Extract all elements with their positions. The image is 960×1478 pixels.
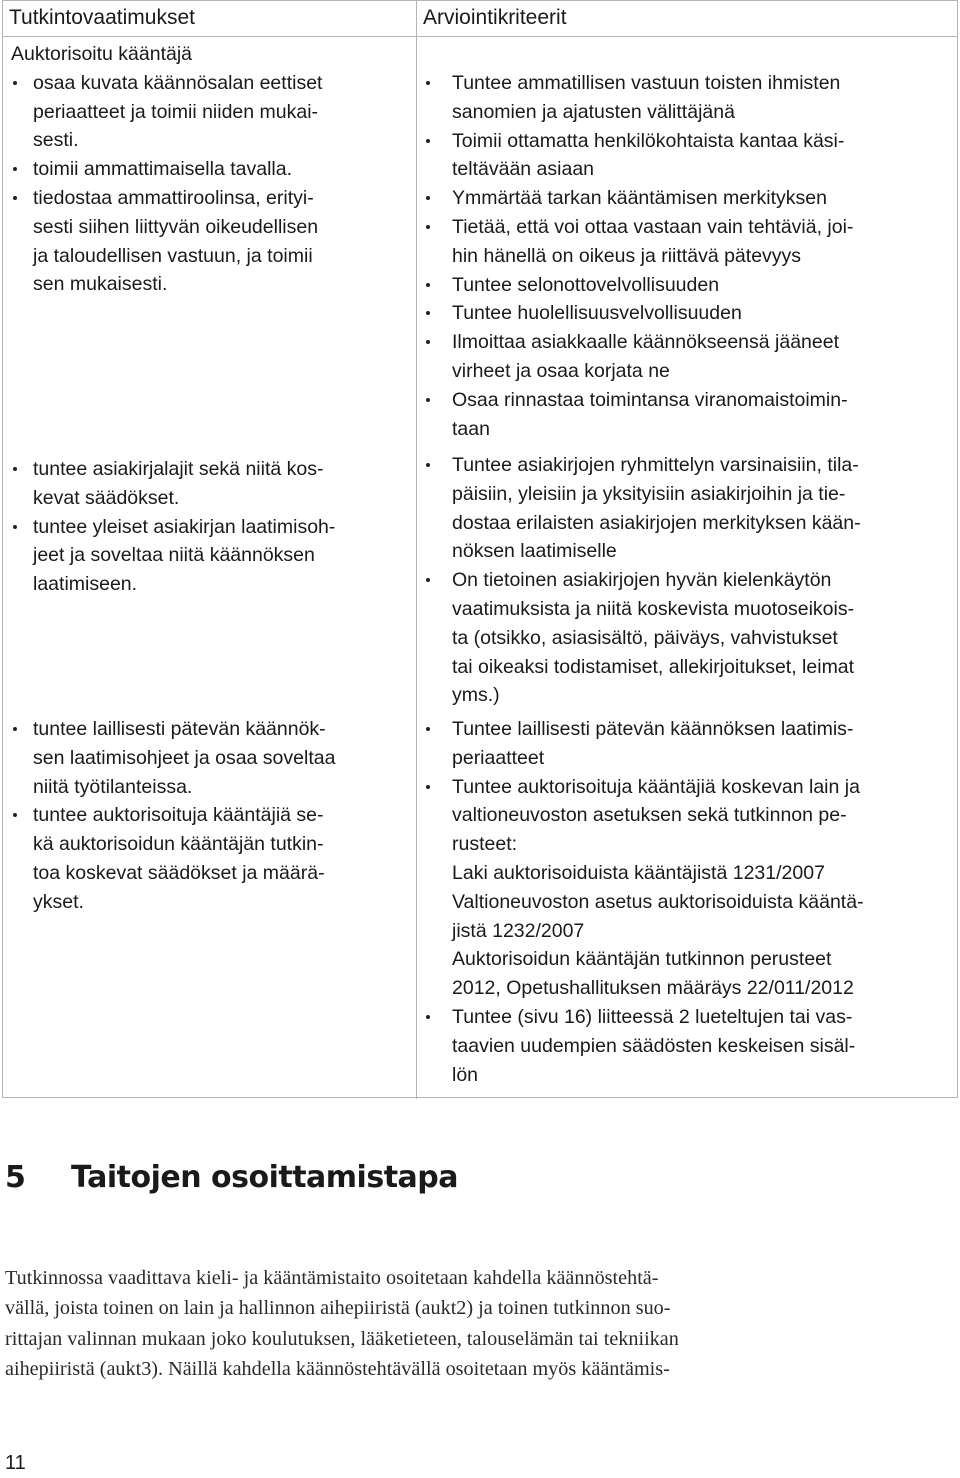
- criteria-table: [2, 0, 958, 1098]
- section-title: Taitojen osoittamistapa: [71, 1160, 458, 1195]
- criterion-item-line: Tuntee auktorisoituja kääntäjiä koskevan lain ja: [452, 775, 860, 798]
- criterion-item-line: Ymmärtää tarkan kääntämisen merkityksen: [452, 187, 827, 210]
- requirement-item: [11, 69, 322, 155]
- criterion-item-line: Tuntee (sivu 16) liitteessä 2 lueteltujen tai vas-: [452, 1005, 853, 1028]
- requirements-subhead: Auktorisoitu kääntäjä: [11, 43, 193, 65]
- requirement-item-line: osaa kuvata käännösalan eettiset: [33, 71, 323, 94]
- criterion-item-line: Toimii ottamatta henkilökohtaista kantaa käsi-: [452, 129, 845, 152]
- requirements-group-1: [11, 40, 322, 299]
- requirement-item-line: tuntee auktorisoituja kääntäjiä se-: [33, 804, 324, 827]
- criterion-item: [423, 451, 861, 566]
- requirement-item-line: sesti.: [33, 129, 79, 152]
- criterion-item-line: Tietää, että voi ottaa vastaan vain tehtäviä, joi-: [452, 215, 854, 238]
- criterion-item: [423, 299, 853, 328]
- criterion-item-line: On tietoinen asiakirjojen hyvän kielenkäytön: [452, 569, 832, 592]
- criterion-item-line: päisiin, yleisiin ja yksityisiin asiakirjoihin ja tie-: [452, 482, 846, 505]
- header-divider: [3, 36, 957, 37]
- requirement-item-line: kevat säädökset.: [33, 486, 180, 509]
- criterion-item-line: yms.): [452, 684, 500, 707]
- criterion-item: [423, 773, 864, 1003]
- criterion-item: [423, 1003, 864, 1089]
- criterion-item-line: periaatteet: [452, 746, 545, 769]
- requirement-item: [11, 513, 335, 599]
- criterion-item-line: 2012, Opetushallituksen määräys 22/011/2012: [452, 977, 854, 1000]
- header-criteria: Arviointikriteerit: [423, 6, 567, 29]
- requirement-item-line: sen laatimisohjeet ja osaa soveltaa: [33, 746, 336, 769]
- body-line: aihepiiristä (aukt3). Näillä kahdella käännöstehtävällä osoitetaan myös kääntämis-: [5, 1357, 670, 1380]
- requirement-item: [11, 801, 335, 916]
- criterion-item-line: Tuntee laillisesti pätevän käännöksen laatimis-: [452, 718, 854, 740]
- requirement-item-line: ykset.: [33, 890, 84, 913]
- requirement-item-line: tuntee laillisesti pätevän käännök-: [33, 718, 326, 740]
- criterion-item: [423, 715, 864, 773]
- criterion-item-line: taan: [452, 417, 490, 440]
- requirements-group-3: [11, 715, 335, 917]
- criterion-item-line: jistä 1232/2007: [452, 919, 585, 942]
- requirement-item-line: niitä työtilanteissa.: [33, 775, 193, 798]
- criterion-item-line: Tuntee asiakirjojen ryhmittelyn varsinaisiin, tila-: [452, 454, 859, 476]
- requirements-group-2: [11, 455, 335, 599]
- criteria-group-3: [423, 715, 864, 1089]
- criterion-item-line: nöksen laatimiselle: [452, 540, 617, 563]
- criterion-item-line: taavien uudempien säädösten keskeisen sisäl-: [452, 1034, 856, 1057]
- requirement-item-line: jeet ja soveltaa niitä käännöksen: [33, 544, 315, 567]
- criterion-item: [423, 328, 853, 386]
- header-requirements: Tutkintovaatimukset: [9, 6, 195, 29]
- requirement-item-line: tuntee yleiset asiakirjan laatimisoh-: [33, 515, 336, 538]
- requirements-list-1: [11, 69, 322, 299]
- criterion-item-line: valtioneuvoston asetuksen sekä tutkinnon pe-: [452, 804, 847, 827]
- section-body-text: [5, 1263, 845, 1384]
- requirement-item: [11, 155, 322, 184]
- criterion-item: [423, 271, 853, 300]
- criterion-item-line: teltävään asiaan: [452, 158, 595, 181]
- criterion-item-line: Tuntee ammatillisen vastuun toisten ihmisten: [452, 72, 841, 94]
- criterion-item-line: Tuntee selonottovelvollisuuden: [452, 273, 720, 296]
- requirement-item: [11, 184, 322, 299]
- criterion-item-line: lön: [452, 1063, 479, 1086]
- criteria-list-2: [423, 451, 861, 710]
- column-divider: [416, 1, 417, 1099]
- requirement-item: [11, 715, 335, 801]
- criterion-item-line: sanomien ja ajatusten välittäjänä: [452, 100, 735, 123]
- requirement-item-line: toa koskevat säädökset ja määrä-: [33, 861, 325, 884]
- requirement-item-line: ja taloudellisen vastuun, ja toimii: [33, 244, 313, 267]
- criterion-item-line: vaatimuksista ja niitä koskevista muotoseikois-: [452, 597, 855, 620]
- criteria-list-3: [423, 715, 864, 1089]
- requirements-list-3: [11, 715, 335, 917]
- criterion-item: [423, 213, 853, 271]
- requirement-item-line: tuntee asiakirjalajit sekä niitä kos-: [33, 458, 324, 480]
- criterion-item-line: hin hänellä on oikeus ja riittävä pätevyys: [452, 244, 802, 267]
- criterion-item-line: Laki auktorisoiduista kääntäjistä 1231/2007: [452, 861, 825, 884]
- requirement-item-line: tiedostaa ammattiroolinsa, erityi-: [33, 186, 314, 209]
- section-number: 5: [5, 1160, 26, 1195]
- criterion-item-line: Tuntee huolellisuusvelvollisuuden: [452, 302, 742, 325]
- criterion-item-line: Osaa rinnastaa toimintansa viranomaistoimin-: [452, 388, 848, 411]
- body-line: Tutkinnossa vaadittava kieli- ja kääntämistaito osoitetaan kahdella käännöstehtä-: [5, 1267, 659, 1289]
- criterion-item: [423, 127, 853, 185]
- section-heading: [5, 1160, 458, 1195]
- criteria-group-2: [423, 451, 861, 710]
- criterion-item-line: Auktorisoidun kääntäjän tutkinnon perusteet: [452, 948, 832, 971]
- requirement-item-line: periaatteet ja toimii niiden mukai-: [33, 100, 319, 123]
- criterion-item-line: dostaa erilaisten asiakirjojen merkityksen kään-: [452, 511, 861, 534]
- requirement-item-line: sesti siihen liittyvän oikeudellisen: [33, 215, 319, 238]
- requirement-item-line: toimii ammattimaisella tavalla.: [33, 158, 292, 181]
- criterion-item-line: rusteet:: [452, 833, 518, 856]
- criterion-item: [423, 184, 853, 213]
- criterion-item-line: tai oikeaksi todistamiset, allekirjoitukset, leimat: [452, 655, 855, 678]
- criterion-item-line: ta (otsikko, asiasisältö, päiväys, vahvistukset: [452, 626, 838, 649]
- requirements-list-2: [11, 455, 335, 599]
- requirement-item-line: sen mukaisesti.: [33, 273, 168, 296]
- criterion-item-line: Ilmoittaa asiakkaalle käännökseensä jääneet: [452, 331, 840, 354]
- criterion-item-line: Valtioneuvoston asetus auktorisoiduista kääntä-: [452, 890, 864, 913]
- requirement-item-line: kä auktorisoidun kääntäjän tutkin-: [33, 833, 324, 856]
- criteria-group-1: [423, 69, 853, 443]
- requirement-item-line: laatimiseen.: [33, 573, 138, 596]
- criterion-item: [423, 566, 861, 710]
- body-line: vällä, joista toinen on lain ja hallinnon aihepiiristä (aukt2) ja toinen tutkinnon suo-: [5, 1297, 671, 1320]
- requirement-item: [11, 455, 335, 513]
- criterion-item: [423, 69, 853, 127]
- page-number: 11: [5, 1452, 26, 1474]
- body-line: rittajan valinnan mukaan joko koulutuksen, lääketieteen, talouselämän tai tekniikan: [5, 1327, 679, 1350]
- criterion-item-line: virheet ja osaa korjata ne: [452, 359, 670, 382]
- criterion-item: [423, 386, 853, 444]
- criteria-list-1: [423, 69, 853, 443]
